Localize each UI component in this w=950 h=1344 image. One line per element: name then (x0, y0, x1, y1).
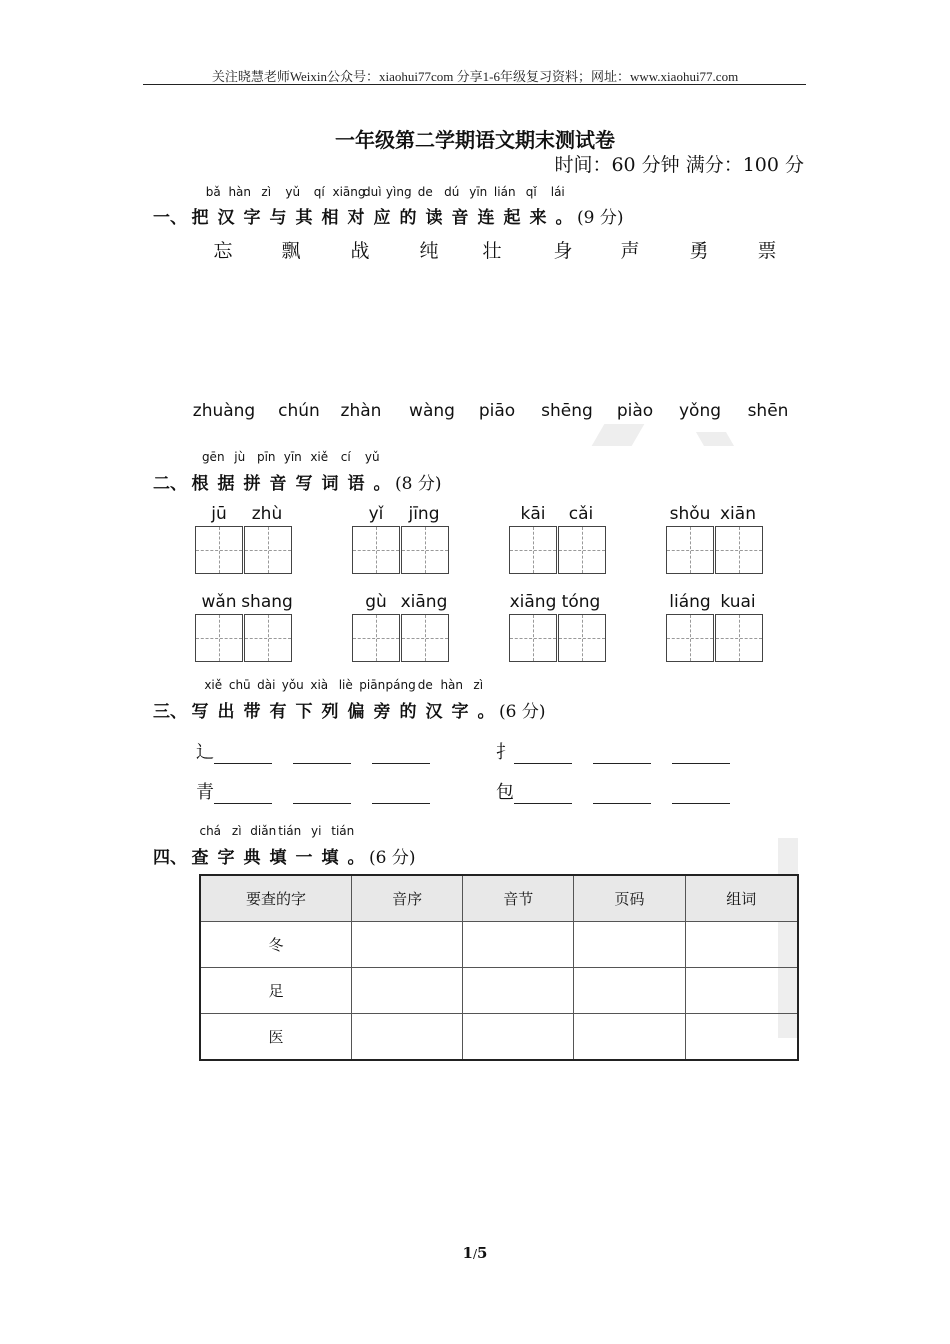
pinyin-syllable: hàn (228, 185, 252, 199)
q2-text (187, 474, 395, 494)
heading-char: 写 (191, 702, 209, 722)
reading: shēn (747, 401, 789, 421)
heading-char: 来 (529, 208, 547, 228)
table-header-cell: 页码 (574, 875, 685, 922)
pinyin-syllable: xiě (204, 678, 223, 692)
writing-box[interactable] (715, 614, 763, 662)
reading: piào (616, 401, 654, 421)
table-header-cell: 要查的字 (200, 875, 352, 922)
page-number (0, 1244, 950, 1262)
writing-box[interactable] (401, 614, 449, 662)
pinyin-syllable: diǎn (250, 824, 277, 838)
radical-row (496, 778, 730, 804)
q1-heading (153, 203, 623, 228)
heading-char: 汉 (217, 208, 235, 228)
word-pinyin-1: shǒu (669, 504, 711, 524)
answer-cell[interactable] (352, 968, 463, 1014)
heading-char: 下 (295, 702, 313, 722)
q1-text (187, 208, 577, 228)
word-pinyin-2: xiāng (400, 592, 448, 612)
heading-char: 一 (295, 848, 313, 868)
character: 身 (553, 240, 573, 262)
reading: zhuàng (192, 401, 256, 421)
heading-char: 。 (347, 848, 365, 868)
heading-char: 应 (373, 208, 391, 228)
writing-box[interactable] (401, 526, 449, 574)
q1-score: (9 分) (577, 208, 624, 228)
heading-char: 典 (243, 848, 261, 868)
pinyin-syllable: xià (310, 678, 329, 692)
reading: zhàn (340, 401, 382, 421)
writing-box[interactable] (195, 526, 243, 574)
heading-char: 填 (269, 848, 287, 868)
heading-char: 有 (269, 702, 287, 722)
page-header: 关注晓慧老师Weixin公众号：xiaohui77com 分享1-6年级复习资料；网址：www.xiaohui77.com (211, 69, 739, 84)
pinyin-syllable: de (417, 678, 433, 692)
word-pinyin-1: yǐ (368, 504, 384, 524)
pinyin-syllable: gēn (201, 450, 225, 464)
lookup-character: 冬 (200, 922, 352, 968)
pinyin-syllable: yǔ (364, 450, 380, 464)
answer-cell[interactable] (574, 1014, 685, 1061)
pinyin-syllable: yīn (469, 185, 488, 199)
heading-char: 根 (191, 474, 209, 494)
table-row (200, 1014, 798, 1061)
header-divider (143, 84, 806, 85)
radical: 青 (196, 782, 214, 803)
word-pinyin-2: tóng (561, 592, 601, 612)
pinyin-syllable: zì (473, 678, 484, 692)
heading-char: 连 (477, 208, 495, 228)
pinyin-syllable: páng (385, 678, 416, 692)
heading-char: 据 (217, 474, 235, 494)
answer-cell[interactable] (352, 922, 463, 968)
writing-box[interactable] (352, 614, 400, 662)
page-title: 一年级第二学期语文期末测试卷 (335, 128, 615, 152)
word-pinyin-1: kāi (520, 504, 546, 524)
q4-label: 四、 (153, 848, 187, 868)
answer-blank[interactable] (514, 783, 572, 804)
character: 勇 (689, 240, 709, 262)
heading-char: 字 (217, 848, 235, 868)
q2-score: (8 分) (395, 474, 442, 494)
exam-meta: 时间：60 分钟 满分：100 分 (554, 154, 804, 176)
heading-char: 列 (321, 702, 339, 722)
heading-char: 音 (269, 474, 287, 494)
heading-char: 出 (217, 702, 235, 722)
word-pinyin-2: xiān (720, 504, 756, 524)
word-pinyin-2: jīng (408, 504, 440, 524)
q2-label: 二、 (153, 474, 187, 494)
word-pinyin-1: liáng (669, 592, 711, 612)
radical-row (196, 778, 430, 804)
pinyin-syllable: xiāng (332, 185, 366, 199)
pinyin-syllable: lái (550, 185, 565, 199)
lookup-character: 医 (200, 1014, 352, 1061)
heading-char: 汉 (425, 702, 443, 722)
character: 忘 (213, 240, 233, 262)
pinyin-syllable: yǔ (285, 185, 301, 199)
answer-blank[interactable] (672, 743, 730, 764)
pinyin-syllable: qǐ (525, 185, 537, 199)
writing-box[interactable] (666, 526, 714, 574)
writing-box[interactable] (352, 526, 400, 574)
heading-char: 填 (321, 848, 339, 868)
pinyin-syllable: tián (278, 824, 302, 838)
pinyin-syllable: zì (231, 824, 242, 838)
q3-label: 三、 (153, 702, 187, 722)
reading: wàng (409, 401, 455, 421)
radical: 包 (496, 782, 514, 803)
heading-char: 的 (399, 702, 417, 722)
radical-row (496, 738, 730, 764)
answer-blank[interactable] (372, 743, 430, 764)
answer-cell[interactable] (685, 922, 798, 968)
answer-blank[interactable] (214, 783, 272, 804)
heading-char: 其 (295, 208, 313, 228)
heading-char: 查 (191, 848, 209, 868)
heading-char: 起 (503, 208, 521, 228)
word-pinyin-2: shang (241, 592, 293, 612)
answer-cell[interactable] (574, 922, 685, 968)
radical: 扌 (496, 742, 514, 763)
pinyin-syllable: duì (362, 185, 382, 199)
heading-char: 词 (321, 474, 339, 494)
character: 声 (620, 240, 640, 262)
table-header-cell: 音序 (352, 875, 463, 922)
pinyin-syllable: liè (338, 678, 353, 692)
pinyin-syllable: yǒu (281, 678, 304, 692)
q3-text (187, 702, 499, 722)
heading-char: 对 (347, 208, 365, 228)
answer-cell[interactable] (463, 1014, 574, 1061)
word-pinyin-1: gù (365, 592, 387, 612)
answer-blank[interactable] (514, 743, 572, 764)
answer-cell[interactable] (463, 968, 574, 1014)
pinyin-syllable: dú (444, 185, 460, 199)
heading-char: 带 (243, 702, 261, 722)
pinyin-syllable: lián (493, 185, 516, 199)
word-pinyin-1: jū (211, 504, 227, 524)
answer-cell[interactable] (574, 968, 685, 1014)
table-row (200, 968, 798, 1014)
heading-char: 字 (243, 208, 261, 228)
pinyin-syllable: zì (261, 185, 272, 199)
pinyin-syllable: tián (331, 824, 355, 838)
watermark-shape (696, 432, 734, 446)
writing-box[interactable] (244, 614, 292, 662)
character: 票 (757, 240, 777, 262)
pinyin-syllable: chá (199, 824, 222, 838)
pinyin-syllable: yìng (385, 185, 412, 199)
answer-blank[interactable] (593, 743, 651, 764)
answer-blank[interactable] (214, 743, 272, 764)
answer-cell[interactable] (463, 922, 574, 968)
answer-cell[interactable] (685, 1014, 798, 1061)
heading-char: 字 (451, 702, 469, 722)
answer-blank[interactable] (672, 783, 730, 804)
answer-blank[interactable] (372, 783, 430, 804)
pinyin-syllable: xiě (310, 450, 329, 464)
heading-char: 偏 (347, 702, 365, 722)
heading-char: 。 (555, 208, 573, 228)
writing-box[interactable] (558, 614, 606, 662)
q2-heading (153, 469, 441, 494)
page-total: 5 (477, 1244, 488, 1262)
table-header-row (200, 875, 798, 922)
q4-text (187, 848, 369, 868)
writing-box[interactable] (195, 614, 243, 662)
q1-label: 一、 (153, 208, 187, 228)
pinyin-syllable: yīn (283, 450, 302, 464)
writing-box[interactable] (666, 614, 714, 662)
answer-blank[interactable] (293, 783, 351, 804)
pinyin-syllable: bǎ (205, 185, 221, 199)
pinyin-syllable: piān (359, 678, 386, 692)
radical: 辶 (196, 742, 214, 763)
writing-box[interactable] (558, 526, 606, 574)
pinyin-syllable: hàn (440, 678, 464, 692)
heading-char: 。 (373, 474, 391, 494)
heading-char: 音 (451, 208, 469, 228)
pinyin-syllable: qí (313, 185, 325, 199)
table-header-cell: 音节 (463, 875, 574, 922)
heading-char: 读 (425, 208, 443, 228)
writing-box[interactable] (509, 614, 557, 662)
heading-char: 的 (399, 208, 417, 228)
reading: piāo (478, 401, 516, 421)
reading: yǒng (678, 401, 722, 421)
writing-box[interactable] (715, 526, 763, 574)
answer-blank[interactable] (593, 783, 651, 804)
answer-blank[interactable] (293, 743, 351, 764)
heading-char: 与 (269, 208, 287, 228)
pinyin-syllable: jù (234, 450, 246, 464)
page-separator: / (472, 1247, 478, 1261)
q3-score: (6 分) (499, 702, 546, 722)
lookup-character: 足 (200, 968, 352, 1014)
heading-char: 拼 (243, 474, 261, 494)
pinyin-syllable: pīn (256, 450, 276, 464)
writing-box[interactable] (509, 526, 557, 574)
heading-char: 语 (347, 474, 365, 494)
reading: chún (278, 401, 320, 421)
page-current: 1 (462, 1244, 473, 1262)
reading: shēng (541, 401, 593, 421)
word-pinyin-2: kuai (720, 592, 756, 612)
word-pinyin-2: zhù (251, 504, 283, 524)
answer-cell[interactable] (685, 968, 798, 1014)
word-pinyin-1: wǎn (201, 592, 237, 612)
table-row (200, 922, 798, 968)
heading-char: 把 (191, 208, 209, 228)
character: 纯 (419, 240, 439, 262)
q3-heading (153, 697, 545, 722)
word-pinyin-2: cǎi (568, 504, 594, 524)
heading-char: 。 (477, 702, 495, 722)
heading-char: 写 (295, 474, 313, 494)
heading-char: 相 (321, 208, 339, 228)
writing-box[interactable] (244, 526, 292, 574)
heading-char: 旁 (373, 702, 391, 722)
pinyin-syllable: yi (311, 824, 322, 838)
answer-cell[interactable] (352, 1014, 463, 1061)
character: 飘 (281, 240, 301, 262)
pinyin-syllable: de (417, 185, 433, 199)
q4-score: (6 分) (369, 848, 416, 868)
dictionary-table (199, 874, 799, 1061)
table-header-cell: 组词 (685, 875, 798, 922)
pinyin-syllable: cí (340, 450, 351, 464)
character: 战 (350, 240, 370, 262)
word-pinyin-1: xiāng (509, 592, 557, 612)
pinyin-syllable: dài (257, 678, 276, 692)
character: 壮 (482, 240, 502, 262)
pinyin-syllable: chū (228, 678, 251, 692)
radical-row (196, 738, 430, 764)
q4-heading (153, 843, 415, 868)
watermark-shape (592, 424, 645, 446)
